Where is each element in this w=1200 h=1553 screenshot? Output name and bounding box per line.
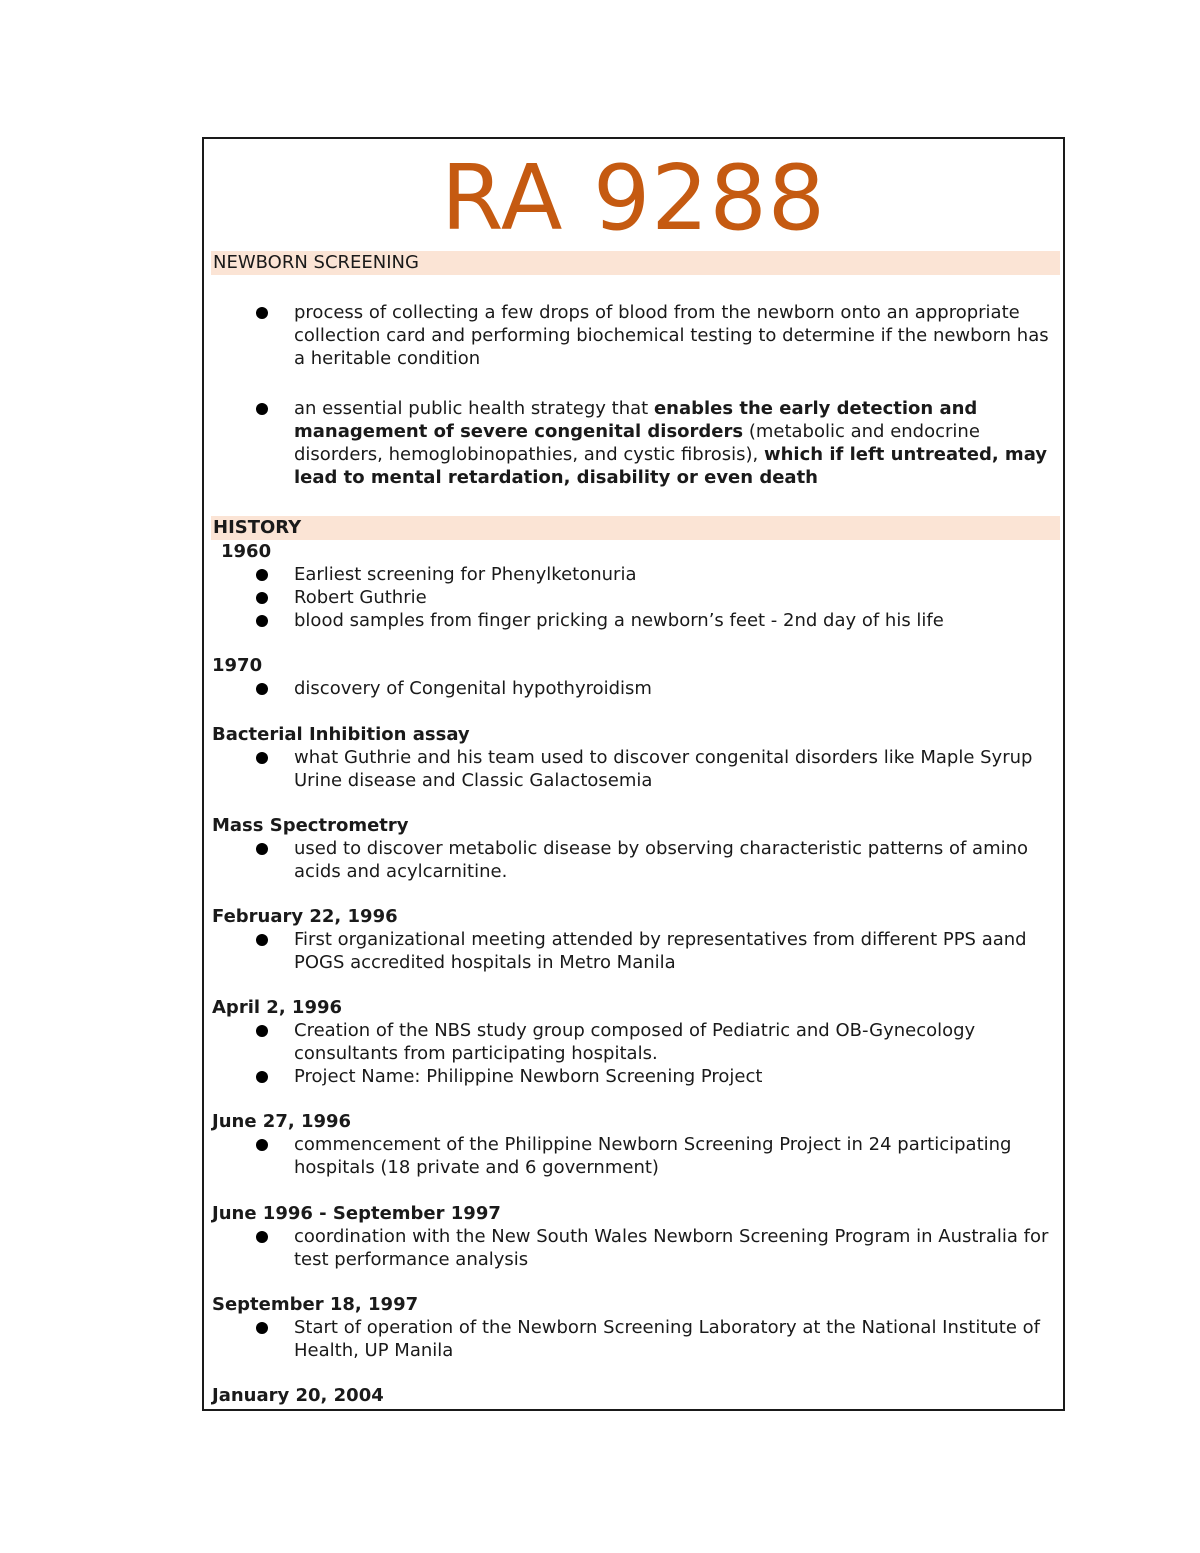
history-entry	[212, 1202, 1060, 1271]
list-item-text: Project Name: Philippine Newborn Screening Project	[294, 1066, 763, 1087]
list-item	[212, 301, 1060, 370]
list-item-text: First organizational meeting attended by representatives from different PPS aand POGS accredited hospitals in Metro Manila	[294, 929, 1027, 973]
list-item-text: what Guthrie and his team used to discover congenital disorders like Maple Syrup Urine disease and Classic Galactosemia	[294, 747, 1033, 791]
section-heading-newborn-screening: NEWBORN SCREENING	[211, 251, 1060, 275]
list-item-text: Earliest screening for Phenylketonuria	[294, 564, 637, 585]
history-entry	[212, 1110, 1060, 1179]
document-title: RA 9288	[440, 146, 827, 251]
bullet-icon	[256, 843, 268, 855]
history-entry-label: April 2, 1996	[212, 997, 343, 1018]
list-item	[212, 1019, 1060, 1065]
list-item	[212, 563, 1060, 586]
list-item-text: Creation of the NBS study group composed of Pediatric and OB-Gynecology consultants from participating hospitals.	[294, 1020, 976, 1064]
bullet-icon	[256, 1139, 268, 1151]
bullet-icon	[256, 1322, 268, 1334]
history-entry	[212, 1293, 1060, 1362]
section-heading-history: HISTORY	[211, 516, 1060, 540]
bullet-icon	[256, 683, 268, 695]
list-item-text: Robert Guthrie	[294, 587, 427, 608]
list-item	[212, 586, 1060, 609]
history-entry-label: June 1996 - September 1997	[212, 1203, 501, 1224]
history-entry	[212, 905, 1060, 974]
list-item-text-bold: which if left untreated, may lead to mental retardation, disability or even death	[294, 444, 1048, 488]
list-item	[212, 746, 1060, 792]
newborn-screening-list	[212, 301, 1060, 489]
list-item-text: coordination with the New South Wales Newborn Screening Program in Australia for test performance analysis	[294, 1226, 1049, 1270]
list-item	[212, 609, 1060, 632]
list-item	[212, 928, 1060, 974]
list-item	[212, 397, 1060, 489]
bullet-icon	[256, 403, 268, 415]
bullet-icon	[256, 615, 268, 627]
list-item	[212, 677, 1060, 700]
list-item-text-part: (metabolic and endocrine disorders, hemoglobinopathies, and cystic fibrosis),	[294, 421, 980, 465]
history-entry-label: January 20, 2004	[212, 1385, 384, 1406]
list-item-text: blood samples from finger pricking a newborn’s feet - 2nd day of his life	[294, 610, 944, 631]
history-entry	[212, 723, 1060, 792]
list-item	[212, 837, 1060, 883]
list-item-text: discovery of Congenital hypothyroidism	[294, 678, 652, 699]
history-entry	[212, 1384, 1060, 1407]
bullet-icon	[256, 592, 268, 604]
list-item-text-part: an essential public health strategy that	[294, 398, 654, 419]
list-item-text: used to discover metabolic disease by observing characteristic patterns of amino acids and acylcarnitine.	[294, 838, 1029, 882]
list-item	[212, 1316, 1060, 1362]
history-entry	[212, 540, 1060, 632]
history-entry-label: February 22, 1996	[212, 906, 398, 927]
history-entry	[212, 996, 1060, 1088]
bullet-icon	[256, 1231, 268, 1243]
history-entry-label: 1960	[221, 541, 272, 562]
bullet-icon	[256, 752, 268, 764]
list-item-text: Start of operation of the Newborn Screening Laboratory at the National Institute of Health, UP Manila	[294, 1317, 1040, 1361]
history-entry-label: Mass Spectrometry	[212, 815, 409, 836]
history-entry	[212, 814, 1060, 883]
bullet-icon	[256, 1071, 268, 1083]
list-item-text-bold: enables the early detection and management of severe congenital disorders	[294, 398, 978, 442]
list-item-text: process of collecting a few drops of blood from the newborn onto an appropriate collection card and performing biochemical testing to determine if the newborn has a heritable condition	[294, 302, 1049, 369]
bullet-icon	[256, 569, 268, 581]
list-item	[212, 1065, 1060, 1088]
history-entry-label: 1970	[212, 655, 263, 676]
list-item-text: commencement of the Philippine Newborn Screening Project in 24 participating hospitals (18 private and 6 government)	[294, 1134, 1012, 1178]
list-item	[212, 1133, 1060, 1179]
history-entry-label: September 18, 1997	[212, 1294, 419, 1315]
history-entry	[212, 654, 1060, 700]
bullet-icon	[256, 307, 268, 319]
history-entry-label: June 27, 1996	[212, 1111, 352, 1132]
document-frame	[202, 137, 1065, 1411]
bullet-icon	[256, 934, 268, 946]
bullet-icon	[256, 1025, 268, 1037]
history-entry-label: Bacterial Inhibition assay	[212, 724, 470, 745]
list-item	[212, 1225, 1060, 1271]
